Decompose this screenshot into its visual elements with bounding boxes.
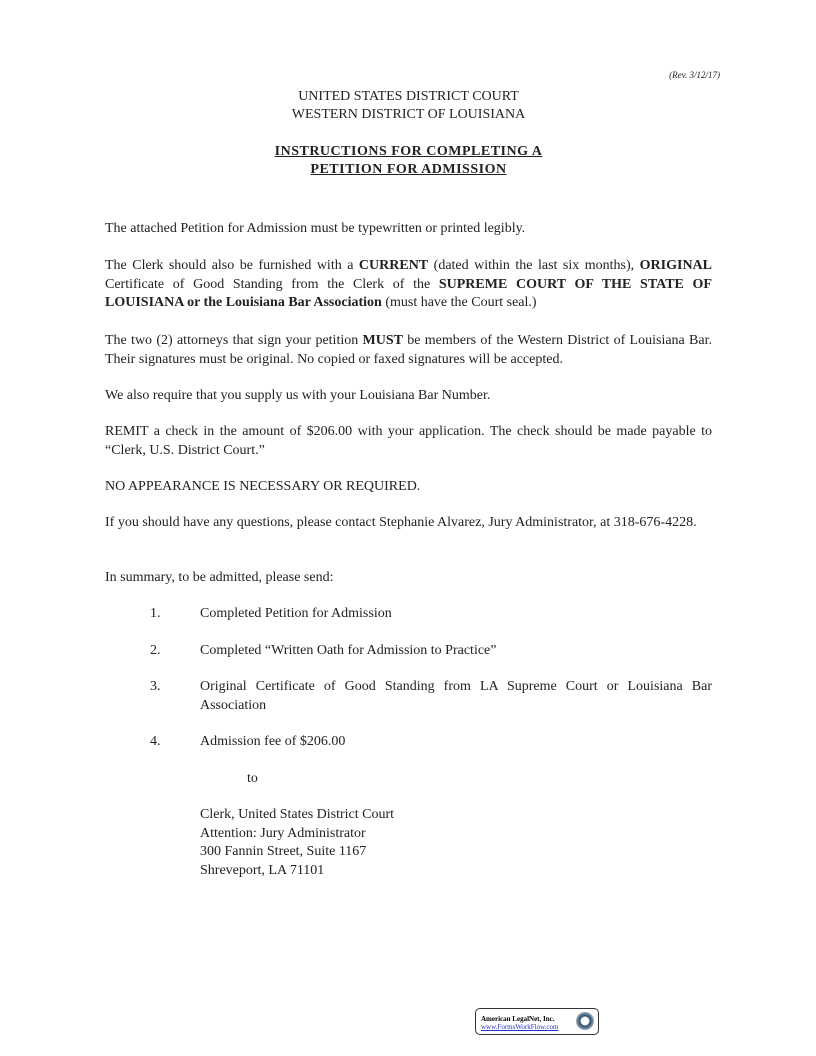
text: The two (2) attorneys that sign your petition xyxy=(105,333,363,348)
text: (must have the Court seal.) xyxy=(381,295,537,310)
paragraph-bar-number: We also require that you supply us with your Louisiana Bar Number. xyxy=(105,388,491,403)
list-item: Completed Petition for Admission xyxy=(200,606,392,621)
emphasis-must: MUST xyxy=(362,333,403,348)
address-line: Attention: Jury Administrator xyxy=(200,825,366,841)
list-item: Original Certificate of Good Standing from LA Supreme Court or Louisiana Bar Association xyxy=(200,679,712,713)
list-number: 2. xyxy=(150,643,161,658)
paragraph-remit: REMIT a check in the amount of $206.00 with your application. The check should be made payable to “Clerk, U.S. District Court.” xyxy=(105,424,712,458)
list-item: Admission fee of $206.00 xyxy=(200,734,346,749)
paragraph-attorneys xyxy=(105,332,712,369)
text: (dated within the last six months), xyxy=(428,258,640,273)
emphasis-original: ORIGINAL xyxy=(639,258,713,273)
address-line: Shreveport, LA 71101 xyxy=(200,862,325,878)
emphasis-supreme-court: SUPREME COURT OF THE STATE OF LOUISIANA or the Louisiana Bar Association xyxy=(105,276,712,310)
paragraph-typewritten: The attached Petition for Admission must be typewritten or printed legibly. xyxy=(105,221,526,236)
paragraph-contact: If you should have any questions, please contact Stephanie Alvarez, Jury Administrator, at 318-676-4228. xyxy=(105,515,697,530)
title-line-1: INSTRUCTIONS FOR COMPLETING A xyxy=(274,144,543,159)
list-item: Completed “Written Oath for Admission to Practice” xyxy=(200,643,497,658)
address-block xyxy=(200,806,394,880)
list-number: 4. xyxy=(150,734,161,749)
paragraph-certificate xyxy=(105,257,712,313)
list-number: 3. xyxy=(150,679,161,694)
logo-company-name: American LegalNet, Inc. xyxy=(481,1015,555,1023)
paragraph-no-appearance: NO APPEARANCE IS NECESSARY OR REQUIRED. xyxy=(105,479,421,494)
address-line: 300 Fannin Street, Suite 1167 xyxy=(200,844,367,859)
text: Certificate of Good Standing from the Clerk of the xyxy=(105,276,439,292)
address-line: Clerk, United States District Court xyxy=(200,807,395,822)
revision-date: (Rev. 3/12/17) xyxy=(669,70,720,80)
paragraph-summary: In summary, to be admitted, please send: xyxy=(105,570,334,585)
court-name: UNITED STATES DISTRICT COURT xyxy=(298,89,519,104)
emphasis-current: CURRENT xyxy=(358,258,429,273)
title-line-2: PETITION FOR ADMISSION xyxy=(310,162,507,177)
text: The Clerk should also be furnished with a xyxy=(105,258,359,273)
american-legalnet-logo[interactable] xyxy=(475,1008,599,1035)
district-name: WESTERN DISTRICT OF LOUISIANA xyxy=(291,107,526,122)
logo-url-link[interactable]: www.FormsWorkFlow.com xyxy=(481,1023,559,1031)
text: be members of the Western District of Louisiana Bar. Their signatures must be original. No copied or faxed signatures will be accepted. xyxy=(105,333,712,367)
list-number: 1. xyxy=(150,606,161,621)
to-label: to xyxy=(247,771,258,786)
globe-icon xyxy=(576,1012,594,1030)
